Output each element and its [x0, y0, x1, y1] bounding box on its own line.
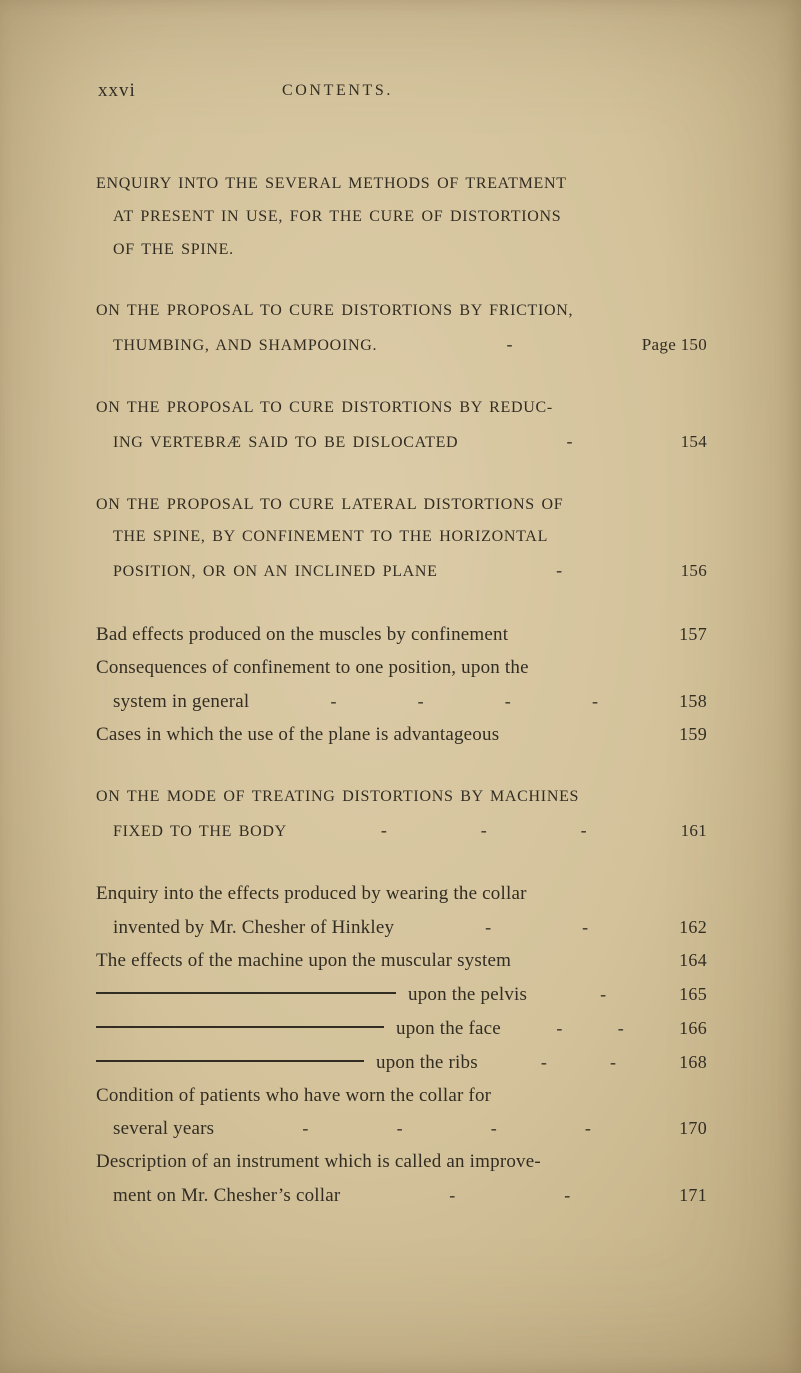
dash-leaders: [478, 1046, 679, 1079]
ditto-rule: [96, 1026, 384, 1028]
toc-block: [96, 781, 707, 849]
toc-line-text: Enquiry into the effects produced by wearing the collar: [96, 882, 527, 904]
dash-leaders: [214, 1112, 679, 1145]
toc-line: [96, 234, 707, 267]
toc-line: [96, 1112, 707, 1146]
leader-dash: -: [580, 819, 587, 840]
leader-dash: -: [449, 1184, 456, 1205]
toc-line-text: ON THE PROPOSAL TO CURE LATERAL DISTORTIONS OF: [96, 495, 564, 513]
leader-dash: -: [504, 690, 511, 711]
leader-dash: -: [480, 819, 487, 840]
page-number: Page 150: [641, 335, 707, 355]
dash-leaders: [377, 328, 642, 361]
toc-line-text: The effects of the machine upon the muscular system: [96, 950, 512, 972]
toc-line: [96, 328, 707, 363]
toc-line-text: ON THE PROPOSAL TO CURE DISTORTIONS BY FRICTION,: [96, 302, 574, 320]
page-number: 170: [679, 1118, 707, 1139]
toc-line: [96, 652, 707, 685]
toc-line-text: ENQUIRY INTO THE SEVERAL METHODS OF TREATMENT: [96, 175, 567, 192]
toc-line: [96, 392, 707, 425]
toc-block: [96, 618, 707, 752]
toc-line-text: ment on Mr. Chesher’s collar: [113, 1184, 341, 1206]
page-number: 157: [679, 623, 707, 644]
toc-line: [96, 1179, 707, 1213]
leader-dash: -: [506, 334, 513, 355]
dash-leaders: [249, 685, 679, 718]
running-head: CONTENTS.: [282, 82, 393, 99]
toc-line: [96, 1146, 707, 1179]
page-number: 171: [679, 1184, 707, 1205]
toc-block: [96, 392, 707, 460]
leader-dash: -: [330, 690, 337, 711]
leader-dash: -: [302, 1118, 309, 1139]
leader-dash: -: [610, 1051, 616, 1072]
page-number: 166: [679, 1017, 707, 1038]
toc-entries: [96, 168, 707, 1213]
toc-line-text: POSITION, OR ON AN INCLINED PLANE: [113, 563, 438, 581]
toc-line: [96, 1012, 707, 1046]
toc-line-text: Description of an instrument which is called an improve-: [96, 1151, 541, 1173]
folio-page-number: xxvi: [98, 80, 136, 101]
toc-line-text: OF THE SPINE.: [113, 240, 234, 258]
toc-block: [96, 168, 707, 266]
toc-line: [96, 168, 707, 201]
toc-line: [96, 618, 707, 652]
dash-leaders: [287, 814, 681, 847]
dash-leaders: [394, 911, 679, 944]
leader-dash: -: [556, 1017, 563, 1038]
toc-line: [96, 521, 707, 554]
toc-line-text: THUMBING, AND SHAMPOOING.: [113, 337, 378, 355]
toc-line: [96, 944, 707, 978]
ditto-rule: [96, 992, 396, 994]
toc-line: [96, 489, 707, 522]
toc-line-text: Cases in which the use of the plane is advantageous: [96, 724, 500, 746]
toc-line: [96, 554, 707, 589]
page-number: 162: [679, 916, 707, 937]
toc-line-text: invented by Mr. Chesher of Hinkley: [113, 916, 395, 938]
toc-line-text: ON THE MODE OF TREATING DISTORTIONS BY MACHINES: [96, 788, 580, 806]
toc-line-text: ON THE PROPOSAL TO CURE DISTORTIONS BY REDUC-: [96, 398, 553, 416]
toc-line: [96, 814, 707, 849]
toc-line: [96, 1080, 707, 1113]
page-number: 164: [679, 950, 707, 971]
page-header: [96, 80, 707, 106]
toc-block: [96, 489, 707, 589]
toc-line-text: Consequences of confinement to one position, upon the: [96, 656, 529, 678]
leader-dash: -: [591, 690, 598, 711]
toc-line: [96, 718, 707, 752]
page-number: 156: [680, 561, 707, 581]
toc-line: [96, 781, 707, 814]
toc-block: [96, 878, 707, 1213]
toc-line: [96, 201, 707, 234]
leader-dash: -: [485, 916, 492, 937]
toc-line-text: upon the ribs: [376, 1051, 478, 1073]
toc-line-text: ING VERTEBRÆ SAID TO BE DISLOCATED: [113, 433, 459, 451]
dash-leaders: [527, 978, 679, 1011]
leader-dash: -: [540, 1051, 547, 1072]
leader-dash: -: [582, 916, 589, 937]
toc-line-text: several years: [113, 1118, 215, 1140]
leader-dash: -: [600, 984, 607, 1005]
leader-dash: -: [564, 1184, 571, 1205]
dash-leaders: [501, 1012, 679, 1045]
leader-dash: -: [556, 560, 563, 581]
dash-leaders: [438, 554, 681, 587]
leader-dash: -: [584, 1118, 591, 1139]
leader-dash: -: [417, 690, 424, 711]
page-number: 158: [679, 690, 707, 711]
toc-line: [96, 425, 707, 460]
toc-line-text: THE SPINE, BY CONFINEMENT TO THE HORIZONTAL: [113, 528, 549, 546]
ditto-rule: [96, 1060, 364, 1062]
toc-line: [96, 978, 707, 1012]
page-number: 154: [680, 431, 707, 451]
page-number: 168: [679, 1051, 707, 1072]
toc-line: [96, 911, 707, 945]
page-number: 165: [679, 984, 707, 1005]
leader-dash: -: [566, 430, 573, 451]
toc-block: [96, 295, 707, 363]
toc-line-text: AT PRESENT IN USE, FOR THE CURE OF DISTORTIONS: [113, 207, 562, 225]
toc-line: [96, 685, 707, 719]
toc-line: [96, 295, 707, 328]
dash-leaders: [340, 1179, 679, 1212]
toc-line-text: Bad effects produced on the muscles by confinement: [96, 623, 509, 645]
leader-dash: -: [396, 1118, 403, 1139]
toc-line: [96, 878, 707, 911]
leader-dash: -: [617, 1017, 624, 1038]
toc-line-text: upon the face: [396, 1017, 501, 1039]
dash-leaders: [458, 425, 680, 458]
leader-dash: -: [490, 1118, 497, 1139]
toc-line-text: system in general: [113, 690, 250, 712]
toc-line-text: Condition of patients who have worn the collar for: [96, 1084, 492, 1106]
page-number: 159: [679, 724, 707, 745]
page-number: 161: [680, 820, 707, 840]
leader-dash: -: [380, 819, 387, 840]
toc-line-text: upon the pelvis: [408, 984, 528, 1006]
toc-line-text: FIXED TO THE BODY: [113, 822, 287, 840]
toc-line: [96, 1046, 707, 1080]
